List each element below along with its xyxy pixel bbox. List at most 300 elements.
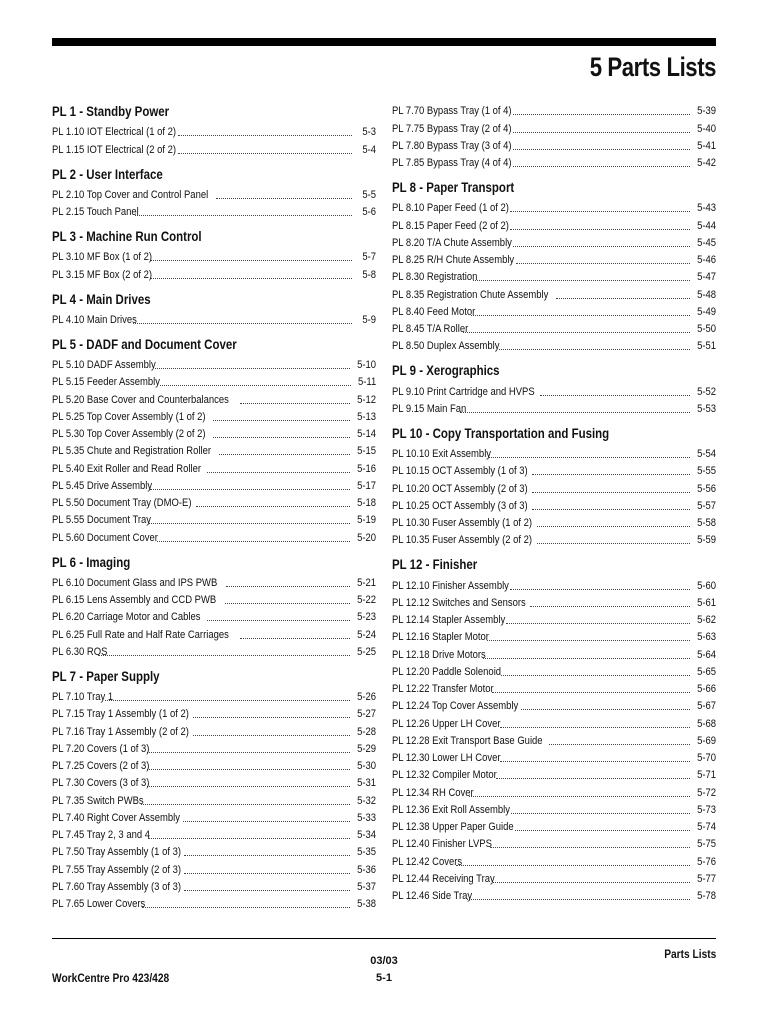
toc-entry-page: 5-43 [697, 202, 716, 215]
toc-entry-title: PL 2.15 Touch Panel [52, 206, 139, 218]
toc-entry[interactable] [392, 336, 716, 353]
toc-entry-page: 5-65 [697, 665, 716, 678]
toc-section [52, 219, 376, 282]
dot-leader [532, 473, 690, 475]
dot-leader [184, 854, 350, 856]
toc-entry-page: 5-45 [697, 236, 716, 249]
toc-entry[interactable] [52, 624, 376, 641]
footer-page-number: 5-1 [376, 972, 392, 984]
dot-leader [147, 751, 350, 753]
dot-leader [469, 795, 690, 797]
toc-entry-title: PL 1.15 IOT Electrical (2 of 2) [52, 143, 177, 156]
toc-entry[interactable] [52, 590, 376, 607]
toc-entry[interactable] [392, 136, 716, 153]
dot-leader [467, 898, 690, 900]
toc-entry[interactable] [392, 267, 716, 284]
toc-entry-title: PL 6.25 Full Rate and Half Rate Carriages [52, 628, 229, 641]
toc-entry-title: PL 7.16 Tray 1 Assembly (2 of 2) [52, 725, 189, 738]
toc-entry-page: 5-53 [697, 402, 716, 415]
dot-leader [513, 148, 690, 150]
toc-entry-title: PL 8.25 R/H Chute Assembly [392, 254, 515, 266]
toc-entry-page: 5-50 [697, 323, 716, 335]
toc-entry[interactable] [52, 642, 376, 659]
dot-leader [540, 394, 690, 396]
dot-leader [513, 165, 690, 167]
toc-entry-page: 5-77 [697, 872, 716, 885]
toc-entry-page: 5-30 [357, 760, 376, 772]
dot-leader [489, 456, 690, 458]
dot-leader [510, 588, 690, 590]
dot-leader [216, 197, 352, 199]
toc-entry-page: 5-48 [697, 288, 716, 301]
toc-entry-page: 5-55 [697, 465, 716, 478]
toc-entry-title: PL 10.25 OCT Assembly (3 of 3) [392, 499, 528, 512]
toc-entry-page: 5-63 [697, 631, 716, 644]
toc-entry-title: PL 5.35 Chute and Registration Roller [52, 445, 211, 458]
toc-entry[interactable] [392, 593, 716, 610]
toc-entry[interactable] [52, 372, 376, 389]
dot-leader [98, 654, 350, 656]
toc-entry-page: 5-29 [357, 742, 376, 755]
toc-entry[interactable] [392, 869, 716, 886]
toc-section [52, 157, 376, 220]
toc-entry-title: PL 5.10 DADF Assembly [52, 359, 156, 371]
toc-entry-page: 5-20 [357, 531, 376, 544]
dot-leader [510, 210, 690, 212]
toc-entry-title: PL 10.35 Fuser Assembly (2 of 2) [392, 534, 533, 547]
toc-entry-title: PL 12.26 Upper LH Cover [392, 717, 501, 730]
dot-leader [149, 522, 350, 524]
toc-entry-page: 5-17 [357, 479, 376, 492]
toc-entry-title: PL 12.30 Lower LH Cover [392, 752, 501, 764]
toc-entry[interactable] [52, 877, 376, 894]
toc-entry[interactable] [392, 800, 716, 817]
section-heading: PL 7 - Paper Supply [52, 668, 160, 684]
toc-entry-page: 5-18 [357, 497, 376, 509]
dot-leader [207, 471, 350, 473]
dot-leader [148, 837, 350, 839]
section-heading: PL 8 - Paper Transport [392, 180, 515, 195]
dot-leader [219, 453, 350, 455]
toc-entry-title: PL 7.50 Tray Assembly (1 of 3) [52, 846, 181, 859]
toc-section [392, 170, 716, 353]
toc-entry-title: PL 12.16 Stapler Motor [392, 631, 489, 644]
dot-leader [184, 889, 350, 891]
section-spacer [392, 416, 716, 423]
toc-entry[interactable] [52, 493, 376, 510]
dot-leader [513, 245, 690, 247]
toc-entry-title: PL 5.15 Feeder Assembly [52, 376, 160, 389]
toc-entry-title: PL 9.15 Main Fan [392, 402, 467, 415]
dot-leader [155, 367, 350, 369]
toc-entry-page: 5-52 [697, 385, 716, 398]
toc-entry-page: 5-70 [697, 752, 716, 764]
toc-entry[interactable] [52, 407, 376, 424]
toc-entry-page: 5-66 [697, 683, 716, 695]
toc-entry-page: 5-34 [357, 829, 376, 841]
toc-entry[interactable] [392, 817, 716, 834]
toc-entry-title: PL 8.50 Duplex Assembly [392, 340, 500, 353]
toc-entry-page: 5-19 [357, 514, 376, 527]
footer-rule [52, 938, 716, 939]
section-spacer [52, 219, 376, 226]
toc-entry[interactable] [392, 886, 716, 903]
toc-entry[interactable] [392, 851, 716, 868]
toc-entry-title: PL 7.30 Covers (3 of 3) [52, 777, 150, 790]
toc-entry-page: 5-41 [697, 139, 716, 152]
section-spacer [52, 659, 376, 666]
toc-entry[interactable] [52, 476, 376, 493]
toc-entry-title: PL 5.20 Base Cover and Counterbalances [52, 393, 229, 406]
dot-leader [501, 674, 690, 676]
toc-entry-title: PL 5.50 Document Tray (DMO-E) [52, 497, 192, 509]
toc-entry-title: PL 7.80 Bypass Tray (3 of 4) [392, 139, 512, 152]
toc-entry-page: 5-61 [697, 596, 716, 609]
toc-entry-title: PL 7.85 Bypass Tray (4 of 4) [392, 157, 512, 169]
dot-leader [506, 622, 690, 624]
dot-leader [473, 279, 690, 281]
toc-entry[interactable] [52, 202, 376, 219]
toc-entry-title: PL 12.14 Stapler Assembly [392, 614, 506, 626]
toc-entry[interactable] [52, 247, 376, 264]
toc-entry-page: 5-37 [357, 880, 376, 893]
toc-entry-title: PL 12.34 RH Cover [392, 786, 474, 799]
dot-leader [510, 228, 690, 230]
toc-entry-title: PL 7.55 Tray Assembly (2 of 3) [52, 863, 181, 876]
toc-entry-title: PL 6.20 Carriage Motor and Cables [52, 611, 201, 624]
dot-leader [549, 743, 690, 745]
toc-entry[interactable] [52, 721, 376, 738]
toc-entry-title: PL 7.20 Covers (1 of 3) [52, 742, 150, 755]
toc-entry[interactable] [392, 284, 716, 301]
dot-leader [150, 488, 350, 490]
toc-entry-page: 5-59 [697, 534, 716, 547]
section-spacer [392, 547, 716, 554]
toc-entry[interactable] [392, 444, 716, 461]
dot-leader [483, 657, 690, 659]
toc-entry-title: PL 6.15 Lens Assembly and CCD PWB [52, 594, 217, 606]
toc-entry-page: 5-36 [357, 863, 376, 876]
toc-entry[interactable] [392, 834, 716, 851]
dot-leader [135, 214, 352, 216]
toc-entry-page: 5-6 [362, 206, 376, 218]
toc-entry-title: PL 3.15 MF Box (2 of 2) [52, 268, 153, 281]
toc-entry-title: PL 12.38 Upper Paper Guide [392, 821, 514, 833]
toc-entry-page: 5-5 [362, 188, 376, 201]
toc-section [392, 353, 716, 416]
dot-leader [456, 864, 690, 866]
toc-entry[interactable] [392, 696, 716, 713]
dot-leader [490, 846, 690, 848]
toc-entry-page: 5-44 [697, 219, 716, 232]
section-spacer [392, 170, 716, 177]
toc-entry[interactable] [392, 101, 716, 118]
dot-leader [471, 314, 690, 316]
toc-entry[interactable] [392, 118, 716, 135]
toc-entry[interactable] [392, 381, 716, 398]
toc-entry-title: PL 8.15 Paper Feed (2 of 2) [392, 219, 509, 232]
toc-entry-page: 5-49 [697, 305, 716, 318]
dot-leader [499, 348, 690, 350]
toc-entry-page: 5-8 [362, 268, 376, 281]
toc-entry-page: 5-27 [357, 708, 376, 721]
toc-entry[interactable] [392, 319, 716, 336]
toc-entry-title: PL 12.36 Exit Roll Assembly [392, 803, 510, 816]
dot-leader [147, 785, 350, 787]
toc-entry-title: PL 7.10 Tray 1 [52, 691, 114, 703]
toc-entry-title: PL 12.12 Switches and Sensors [392, 596, 526, 609]
footer-product-name: WorkCentre Pro 423/428 [52, 971, 170, 985]
toc-entry[interactable] [52, 424, 376, 441]
dot-leader [150, 277, 352, 279]
dot-leader [141, 803, 350, 805]
toc-entry[interactable] [52, 527, 376, 544]
page-title: 5 Parts Lists [589, 52, 716, 82]
toc-entry-title: PL 12.20 Paddle Solenoid [392, 665, 502, 678]
toc-entry-page: 5-25 [357, 645, 376, 658]
dot-leader [513, 131, 690, 133]
toc-entry[interactable] [52, 573, 376, 590]
toc-entry-page: 5-51 [697, 340, 716, 353]
dot-leader [160, 384, 351, 386]
toc-entry[interactable] [52, 756, 376, 773]
dot-leader [521, 708, 690, 710]
dot-leader [157, 540, 350, 542]
toc-entry-title: PL 12.24 Top Cover Assembly [392, 700, 519, 713]
dot-leader [463, 331, 690, 333]
toc-entry-page: 5-4 [362, 143, 376, 156]
toc-entry[interactable] [392, 461, 716, 478]
toc-entry[interactable] [52, 808, 376, 825]
dot-leader [556, 297, 690, 299]
toc-entry[interactable] [52, 825, 376, 842]
toc-entry-page: 5-68 [697, 717, 716, 730]
toc-entry-title: PL 7.45 Tray 2, 3 and 4 [52, 829, 150, 841]
toc-entry-title: PL 8.10 Paper Feed (1 of 2) [392, 202, 509, 215]
toc-entry-title: PL 5.55 Document Tray [52, 514, 152, 527]
toc-entry[interactable] [392, 610, 716, 627]
toc-column-left [52, 101, 376, 911]
toc-entry[interactable] [392, 250, 716, 267]
dot-leader [500, 760, 690, 762]
toc-entry-title: PL 12.22 Transfer Motor [392, 683, 494, 695]
dot-leader [492, 691, 690, 693]
dot-leader [513, 113, 690, 115]
toc-entry-page: 5-11 [357, 376, 376, 389]
toc-section [392, 547, 716, 903]
toc-entry-title: PL 7.35 Switch PWBs [52, 794, 144, 807]
toc-entry[interactable] [52, 355, 376, 372]
toc-entry[interactable] [392, 530, 716, 547]
toc-entry-page: 5-12 [357, 393, 376, 406]
toc-entry-page: 5-23 [357, 611, 376, 624]
dot-leader [496, 777, 690, 779]
toc-entry-title: PL 12.32 Compiler Motor [392, 769, 497, 782]
toc-entry-title: PL 6.30 ROS [52, 645, 108, 658]
toc-entry-title: PL 2.10 Top Cover and Control Panel [52, 188, 209, 201]
dot-leader [515, 829, 690, 831]
toc-entry[interactable] [52, 458, 376, 475]
toc-entry-page: 5-15 [357, 445, 376, 458]
toc-entry-page: 5-26 [357, 691, 376, 703]
toc-entry-page: 5-54 [697, 448, 716, 460]
toc-entry-title: PL 3.10 MF Box (1 of 2) [52, 251, 153, 264]
toc-entry-page: 5-14 [357, 428, 376, 440]
toc-entry-page: 5-21 [357, 576, 376, 589]
toc-entry[interactable] [52, 704, 376, 721]
toc-entry[interactable] [52, 310, 376, 327]
dot-leader [196, 505, 350, 507]
toc-entry-page: 5-69 [697, 734, 716, 747]
section-spacer [52, 327, 376, 334]
toc-entry[interactable] [52, 185, 376, 202]
toc-entry[interactable] [392, 575, 716, 592]
toc-entry-title: PL 7.75 Bypass Tray (2 of 4) [392, 122, 512, 135]
section-heading: PL 12 - Finisher [392, 557, 478, 573]
toc-entry-title: PL 8.30 Registration [392, 271, 478, 284]
toc-section [52, 659, 376, 911]
dot-leader [511, 812, 690, 814]
toc-entry-page: 5-33 [357, 811, 376, 824]
toc-entry-page: 5-28 [357, 725, 376, 738]
toc-entry-title: PL 5.60 Document Cover [52, 531, 158, 544]
toc-entry-title: PL 5.30 Top Cover Assembly (2 of 2) [52, 428, 206, 440]
toc-entry[interactable] [392, 399, 716, 416]
toc-entry[interactable] [392, 679, 716, 696]
toc-entry-title: PL 7.15 Tray 1 Assembly (1 of 2) [52, 708, 189, 721]
toc-entry[interactable] [392, 302, 716, 319]
toc-entry-title: PL 7.25 Covers (2 of 3) [52, 760, 150, 772]
toc-entry[interactable] [52, 139, 376, 156]
toc-entry-page: 5-72 [697, 786, 716, 799]
section-heading: PL 2 - User Interface [52, 166, 163, 182]
section-spacer [392, 353, 716, 360]
dot-leader [532, 491, 690, 493]
toc-entry[interactable] [392, 513, 716, 530]
toc-entry-page: 5-3 [362, 126, 376, 139]
toc-entry[interactable] [392, 233, 716, 250]
toc-entry[interactable] [392, 496, 716, 513]
toc-entry-page: 5-32 [357, 794, 376, 807]
dot-leader [193, 734, 350, 736]
toc-entry[interactable] [392, 748, 716, 765]
toc-entry[interactable] [392, 731, 716, 748]
dot-leader [460, 411, 690, 413]
dot-leader [213, 419, 350, 421]
toc-section [392, 101, 716, 170]
toc-entry-page: 5-57 [697, 499, 716, 512]
dot-leader [133, 322, 352, 324]
toc-entry[interactable] [52, 510, 376, 527]
toc-entry-title: PL 12.10 Finisher Assembly [392, 579, 509, 592]
toc-entry[interactable] [392, 713, 716, 730]
dot-leader [226, 585, 350, 587]
toc-section [52, 101, 376, 157]
toc-entry[interactable] [52, 859, 376, 876]
toc-entry[interactable] [52, 687, 376, 704]
toc-entry-title: PL 4.10 Main Drives [52, 313, 137, 326]
section-heading: PL 4 - Main Drives [52, 291, 151, 307]
toc-entry[interactable] [392, 765, 716, 782]
toc-entry[interactable] [52, 739, 376, 756]
toc-entry[interactable] [392, 215, 716, 232]
toc-entry-title: PL 10.15 OCT Assembly (1 of 3) [392, 465, 528, 478]
toc-entry-title: PL 5.45 Drive Assembly [52, 479, 153, 492]
toc-entry-title: PL 10.20 OCT Assembly (2 of 3) [392, 482, 528, 495]
toc-entry-title: PL 8.20 T/A Chute Assembly [392, 236, 512, 249]
toc-entry-page: 5-71 [697, 769, 716, 782]
toc-entry[interactable] [52, 264, 376, 281]
toc-entry-title: PL 12.18 Drive Motors [392, 648, 486, 661]
toc-section [52, 282, 376, 327]
dot-leader [537, 525, 690, 527]
section-heading: PL 1 - Standby Power [52, 104, 170, 119]
toc-entry[interactable] [392, 478, 716, 495]
toc-entry-page: 5-60 [697, 579, 716, 592]
toc-entry[interactable] [52, 389, 376, 406]
toc-entry[interactable] [392, 198, 716, 215]
dot-leader [500, 726, 690, 728]
toc-entry-page: 5-35 [357, 846, 376, 859]
dot-leader [537, 542, 690, 544]
toc-entry[interactable] [52, 773, 376, 790]
dot-leader [516, 262, 690, 264]
toc-entry-page: 5-62 [697, 614, 716, 626]
toc-entry-page: 5-40 [697, 122, 716, 135]
toc-entry[interactable] [52, 122, 376, 139]
toc-column-right [392, 101, 716, 903]
toc-entry-title: PL 1.10 IOT Electrical (1 of 2) [52, 126, 177, 139]
toc-entry-page: 5-22 [357, 594, 376, 606]
toc-entry[interactable] [392, 644, 716, 661]
toc-entry[interactable] [392, 153, 716, 170]
dot-leader [178, 152, 352, 154]
toc-entry-page: 5-9 [362, 313, 376, 326]
section-heading: PL 10 - Copy Transportation and Fusing [392, 425, 610, 441]
toc-entry-page: 5-31 [357, 777, 376, 790]
dot-leader [105, 699, 350, 701]
dot-leader [142, 906, 350, 908]
toc-entry-title: PL 12.40 Finisher LVPS [392, 838, 492, 851]
dot-leader [530, 605, 690, 607]
toc-entry[interactable] [392, 627, 716, 644]
dot-leader [240, 637, 350, 639]
toc-entry-page: 5-74 [697, 821, 716, 833]
toc-entry-title: PL 6.10 Document Glass and IPS PWB [52, 576, 218, 589]
toc-entry[interactable] [392, 782, 716, 799]
header-rule [52, 38, 716, 46]
section-spacer [52, 282, 376, 289]
toc-entry[interactable] [52, 842, 376, 859]
section-heading: PL 5 - DADF and Document Cover [52, 336, 237, 352]
toc-entry[interactable] [52, 607, 376, 624]
toc-section [52, 545, 376, 659]
toc-entry[interactable] [52, 790, 376, 807]
toc-entry[interactable] [52, 894, 376, 911]
section-spacer [52, 157, 376, 164]
section-spacer [52, 545, 376, 552]
toc-section [392, 416, 716, 548]
toc-entry[interactable] [52, 441, 376, 458]
dot-leader [532, 508, 690, 510]
toc-entry-title: PL 7.40 Right Cover Assembly [52, 811, 180, 824]
toc-entry[interactable] [392, 662, 716, 679]
toc-entry-page: 5-7 [362, 251, 376, 264]
toc-entry-title: PL 10.30 Fuser Assembly (1 of 2) [392, 517, 533, 529]
toc-entry-title: PL 12.44 Receiving Tray [392, 872, 495, 885]
dot-leader [147, 768, 350, 770]
dot-leader [183, 820, 350, 822]
